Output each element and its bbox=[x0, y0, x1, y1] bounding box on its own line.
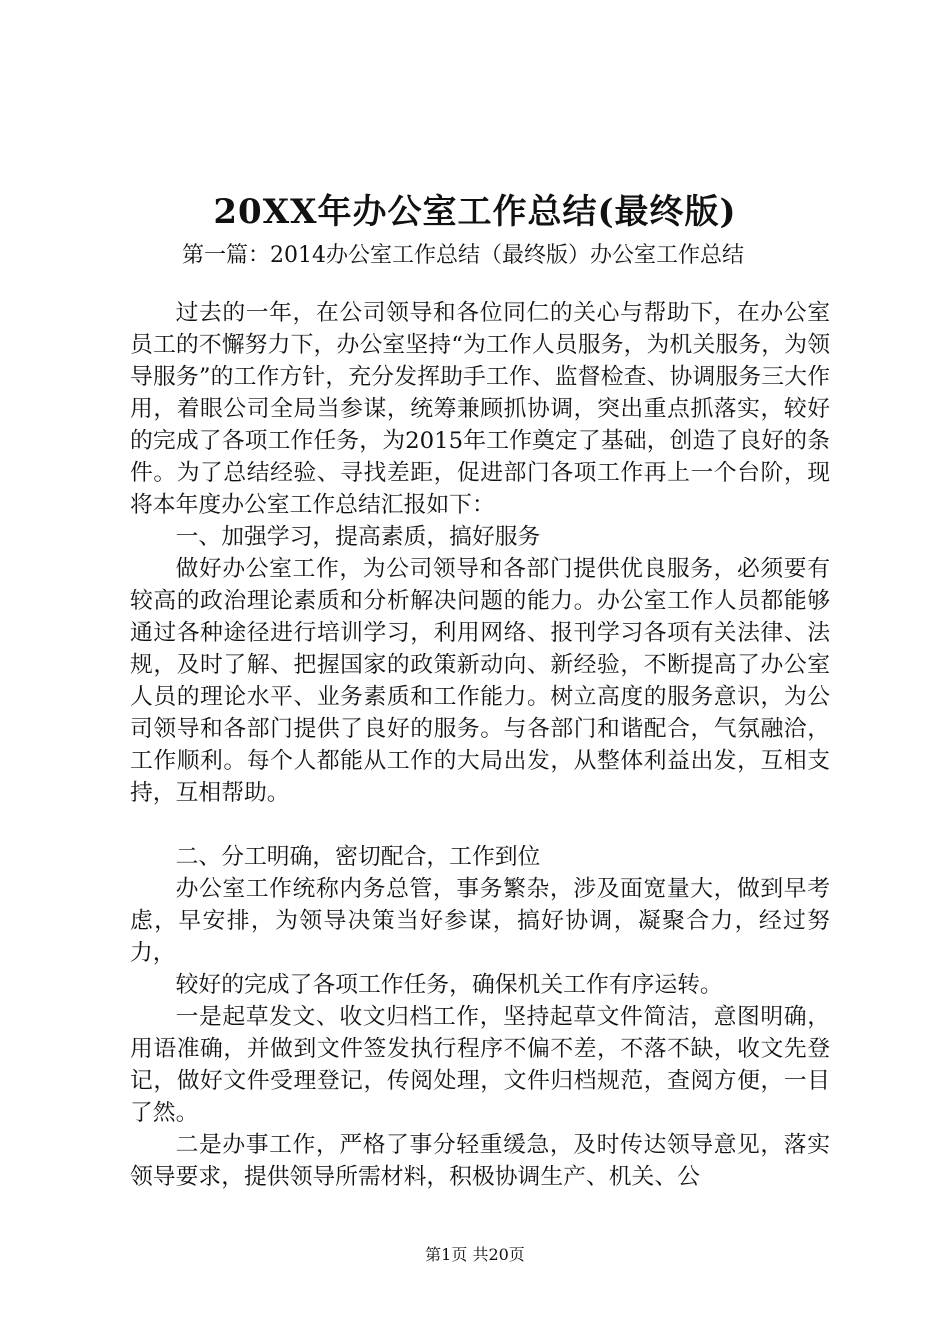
section-heading-2: 二、分工明确，密切配合，工作到位 bbox=[175, 844, 541, 870]
blank-line bbox=[130, 809, 830, 841]
paragraph-item-2: 二是办事工作，严格了事分轻重缓急，及时传达领导意见，落实领导要求，提供领导所需材料，积极协调生产、机关、公 bbox=[130, 1132, 830, 1190]
document-title: 20XX年办公室工作总结(最终版) bbox=[213, 192, 737, 232]
paragraph-intro: 过去的一年，在公司领导和各位同仁的关心与帮助下，在办公室员工的不懈努力下，办公室坚持“为工作人员服务，为机关服务，为领导服务”的工作方针，充分发挥助手工作、监督检查、协调服务三大作用，着眼公司全局当参谋，统筹兼顾抓协调，突出重点抓落实，较好的完成了各项工作任务，为2015年工作奠定了基础，创造了良好的条件。为了总结经验、寻找差距，促进部门各项工作再上一个台阶，现将本年度办公室工作总结汇报如下： bbox=[130, 300, 830, 518]
paragraph-section-1: 做好办公室工作，为公司领导和各部门提供优良服务，必须要有较高的政治理论素质和分析解决问题的能力。办公室工作人员都能够通过各种途径进行培训学习，利用网络、报刊学习各项有关法律、法规，及时了解、把握国家的政策新动向、新经验，不断提高了办公室人员的理论水平、业务素质和工作能力。树立高度的服务意识，为公司领导和各部门提供了良好的服务。与各部门和谐配合，气氛融洽，工作顺利。每个人都能从工作的大局出发，从整体利益出发，互相支持，互相帮助。 bbox=[130, 556, 830, 806]
paragraph-item-1: 一是起草发文、收文归档工作，坚持起草文件简洁，意图明确，用语准确，并做到文件签发执行程序不偏不差，不落不缺，收文先登记，做好文件受理登记，传阅处理，文件归档规范，查阅方便，一目了然。 bbox=[130, 1004, 830, 1126]
document-subtitle: 第一篇：2014办公室工作总结（最终版）办公室工作总结 bbox=[182, 243, 744, 268]
paragraph-section-2: 办公室工作统称内务总管，事务繁杂，涉及面宽量大，做到早考虑，早安排，为领导决策当好参谋，搞好协调，凝聚合力，经过努力， bbox=[130, 876, 830, 966]
page-footer: 第1页 共20页 bbox=[425, 1245, 525, 1264]
section-heading-1: 一、加强学习，提高素质，搞好服务 bbox=[175, 524, 541, 550]
document-body bbox=[130, 297, 830, 1193]
paragraph-section-2-cont: 较好的完成了各项工作任务，确保机关工作有序运转。 bbox=[175, 972, 723, 998]
